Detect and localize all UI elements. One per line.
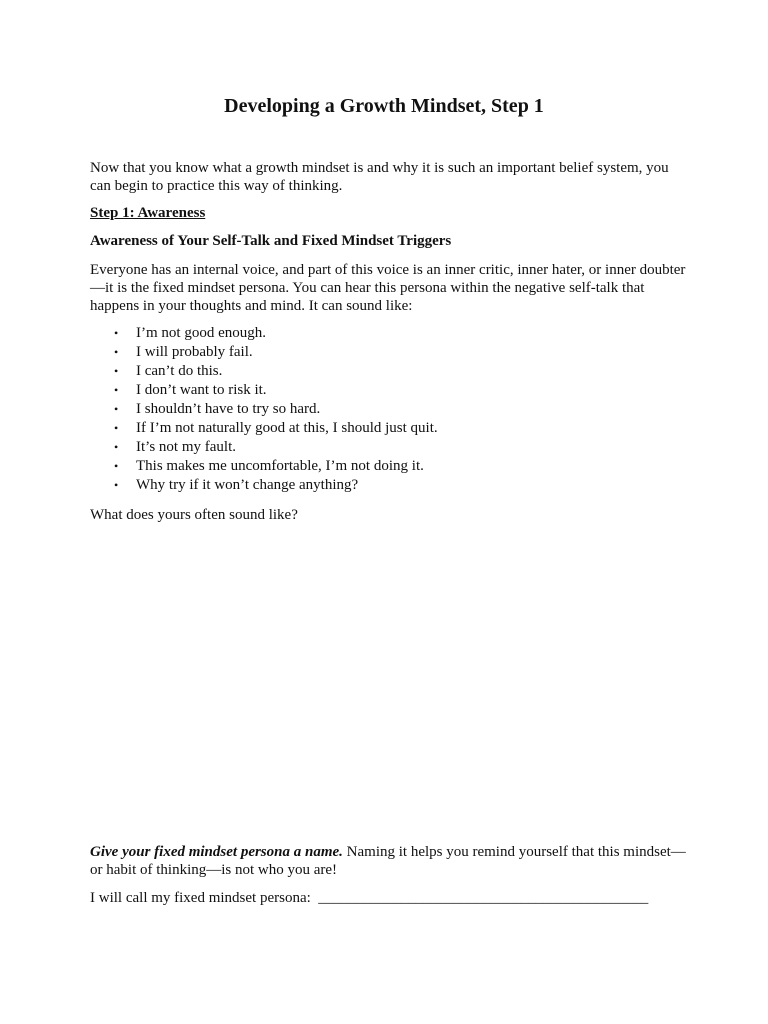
list-item: [90, 438, 690, 457]
list-item: [90, 343, 690, 362]
list-item: [90, 362, 690, 381]
bullet-icon: •: [114, 421, 119, 435]
list-item: [90, 419, 690, 438]
list-item: [90, 324, 690, 343]
list-item-text: I will probably fail.: [136, 344, 253, 360]
page-title: Developing a Growth Mindset, Step 1: [224, 95, 544, 117]
list-item: [90, 400, 690, 419]
bullet-icon: •: [114, 478, 119, 492]
list-item-text: I’m not good enough.: [136, 325, 266, 341]
list-item: [90, 476, 690, 495]
step-heading: Step 1: Awareness: [90, 205, 206, 221]
persona-text: Naming it helps you remind yourself that this mindset—or habit of thinking—is not who you are!: [90, 844, 686, 878]
list-item-text: It’s not my fault.: [136, 439, 236, 455]
persona-paragraph: [90, 843, 690, 879]
bullet-icon: •: [114, 402, 119, 416]
bullet-icon: •: [114, 364, 119, 378]
list-item-text: I shouldn’t have to try so hard.: [136, 401, 321, 417]
list-item-text: I can’t do this.: [136, 363, 223, 379]
bullet-icon: •: [114, 440, 119, 454]
list-item-text: I don’t want to risk it.: [136, 382, 267, 398]
list-item-text: This makes me uncomfortable, I’m not doing it.: [136, 458, 424, 474]
self-talk-list: [90, 324, 690, 495]
body-paragraph: Everyone has an internal voice, and part of this voice is an inner critic, inner hater, or inner doubter—it is the fixed mindset persona. You can hear this persona within the negative self-talk that happens in your thoughts and mind. It can sound like:: [90, 262, 686, 314]
list-item-text: Why try if it won’t change anything?: [136, 477, 359, 493]
list-item: [90, 381, 690, 400]
bullet-icon: •: [114, 326, 119, 340]
section-subheading: Awareness of Your Self-Talk and Fixed Mindset Triggers: [90, 233, 452, 249]
persona-name-label: I will call my fixed mindset persona:: [90, 890, 311, 906]
list-item: [90, 457, 690, 476]
bullet-icon: •: [114, 383, 119, 397]
persona-name-line: [90, 889, 690, 907]
reflection-question: What does yours often sound like?: [90, 507, 298, 523]
persona-emphasis: Give your fixed mindset persona a name.: [90, 844, 343, 860]
intro-paragraph: Now that you know what a growth mindset is and why it is such an important belief system, you can begin to practice this way of thinking.: [90, 160, 669, 194]
persona-name-blank[interactable]: ____________________________________________: [318, 890, 649, 906]
bullet-icon: •: [114, 459, 119, 473]
list-item-text: If I’m not naturally good at this, I should just quit.: [136, 420, 438, 436]
bullet-icon: •: [114, 345, 119, 359]
